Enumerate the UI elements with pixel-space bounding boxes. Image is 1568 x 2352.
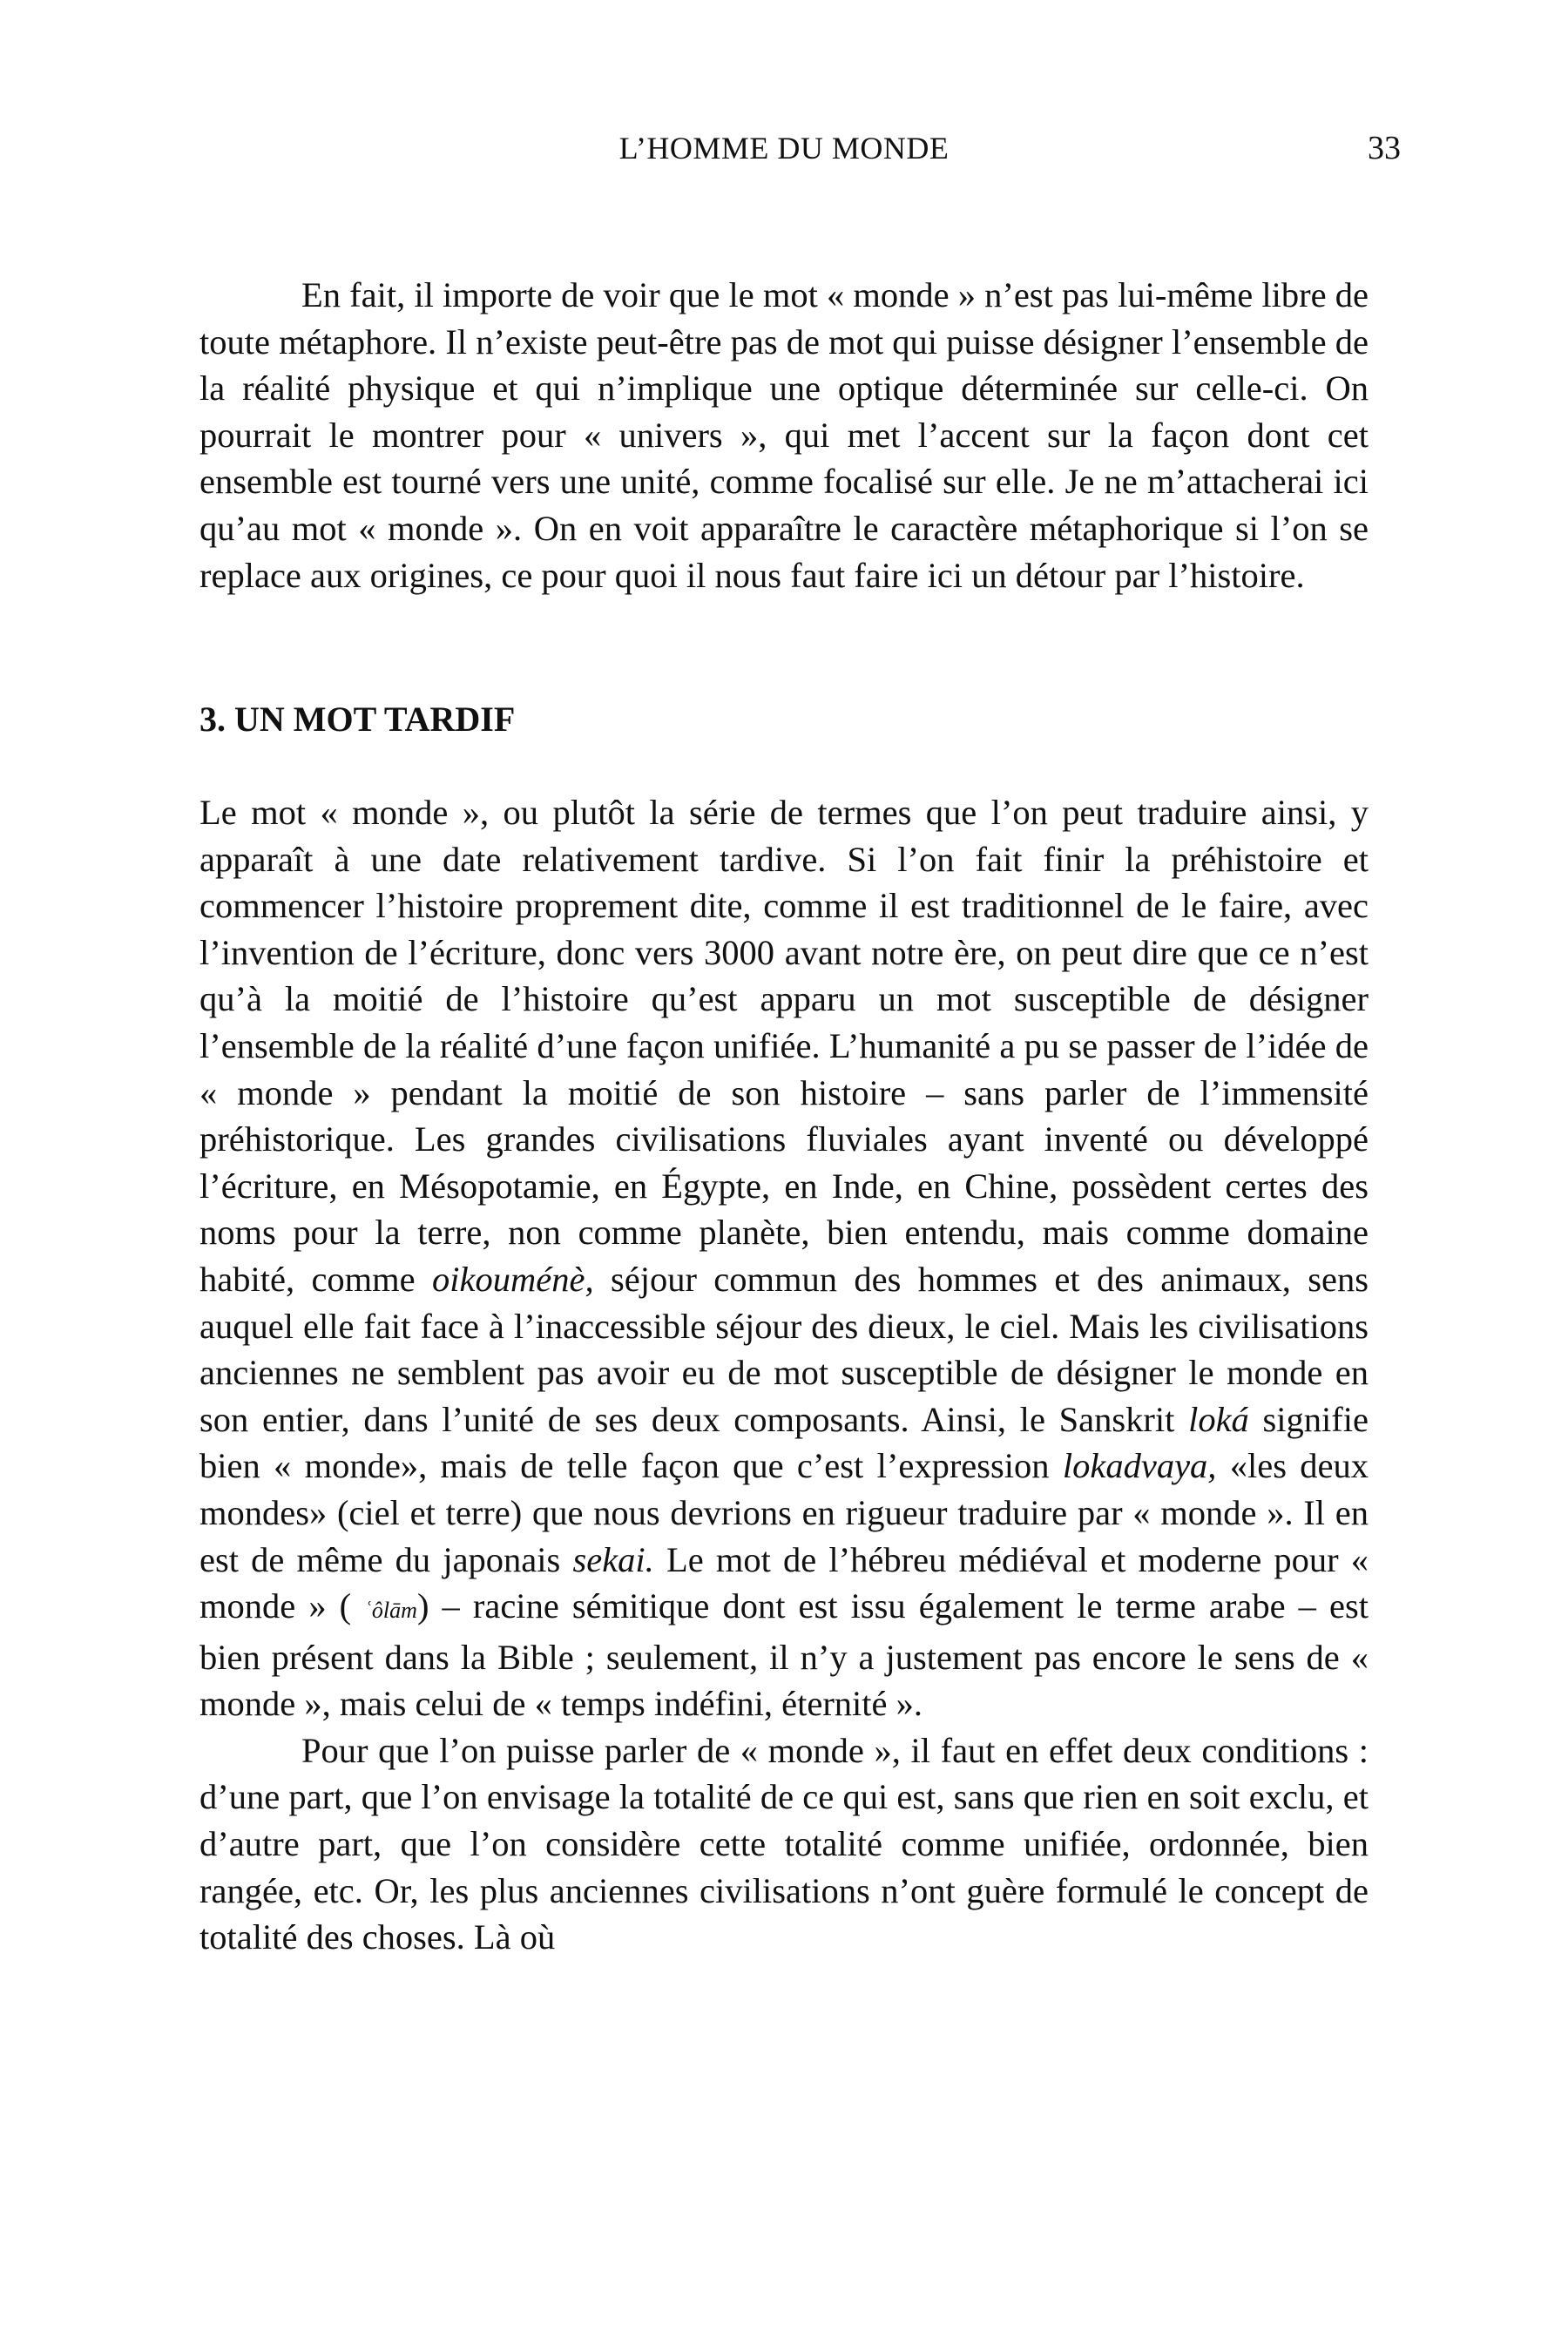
paragraph-3: Pour que l’on puisse parler de « monde », il faut en effet deux conditions : d’une part, que l’on envisage la totalité de ce qui est, sans que rien en soit exclu, et d’autre part, que l’on considère cette totalité comme unifiée, ordonnée, bien rangée, etc. Or, les plus anciennes civilisations n’ont guère formulé le concept de totalité des choses. Là où [199, 1730, 1369, 1957]
section-heading: 3. UN MOT TARDIF [199, 700, 516, 739]
paragraph-2-text-1: Le mot « monde », ou plutôt la série de termes que l’on peut traduire ainsi, y apparaît à une date relativement tardive. Si l’on fait finir la préhistoire et commencer l’histoire proprement dite, comme il est traditionnel de le faire, avec l’invention de l’écriture, donc vers 3000 avant notre ère, on peut dire que ce n’est qu’à la moitié de l’histoire qu’est apparu un mot susceptible de désigner l’ensemble de la réalité d’une façon unifiée. L’humanité a pu se passer de l’idée de « monde » pendant la moitié de son histoire – sans parler de l’immensité préhistorique. Les grandes civilisations fluviales ayant inventé ou développé l’écriture, en Mésopotamie, en Égypte, en Inde, en Chine, possèdent certes des noms pour la terre, non comme planète, bien entendu, mais comme domaine habité, comme [199, 793, 1369, 1299]
paragraph-1: En fait, il importe de voir que le mot « monde » n’est pas lui-même libre de toute métaphore. Il n’existe peut-être pas de mot qui puisse désigner l’ensemble de la réalité physique et qui n’implique une optique déterminée sur celle-ci. On pourrait le montrer pour « univers », qui met l’accent sur la façon dont cet ensemble est tourné vers une unité, comme focalisé sur elle. Je ne m’attacherai ici qu’au mot « monde ». On en voit apparaître le caractère métaphorique si l’on se replace aux origines, ce pour quoi il nous faut faire ici un détour par l’histoire. [199, 275, 1369, 595]
running-title: L’HOMME DU MONDE [618, 131, 950, 166]
term-olam-transliteration: ʿôlām [364, 1598, 417, 1624]
paragraph-2-text-2: séjour commun des hommes et des animaux, sens auquel elle fait face à l’inaccessible séjour des dieux, le ciel. Mais les civilisations anciennes ne semblent pas avoir eu de mot susceptible de désigner le monde en son entier, dans l’unité de ses deux composants. Ainsi, le Sanskrit [199, 1259, 1369, 1439]
paragraph-2-text-3: signifie bien « monde», mais de telle façon que c’est l’expression [199, 1399, 1369, 1486]
paragraph-2-text-5: Le mot de l’hébreu médiéval et moderne pour « monde » ( [199, 1539, 1369, 1626]
term-oikoumene: oikouménè, [432, 1259, 594, 1299]
term-loka: loká [1188, 1399, 1249, 1439]
running-head [0, 122, 1568, 174]
section-body [199, 789, 1369, 1961]
term-lokadvaya: lokadvaya, [1062, 1446, 1217, 1486]
page-number: 33 [1368, 130, 1401, 166]
term-sekai: sekai. [572, 1539, 654, 1579]
paragraph-2 [199, 789, 1369, 1727]
paragraph-2-text-4: «les deux mondes» (ciel et terre) que nous devrions en rigueur traduire par « monde ». Il en est de même du japonais [199, 1446, 1369, 1579]
paragraph-2-text-6: ) – racine sémitique dont est issu également le terme arabe – est bien présent dans la Bible ; seulement, il n’y a justement pas encore le sens de « monde », mais celui de « temps indéfini, éternité ». [199, 1586, 1369, 1724]
paragraph-intro [199, 272, 1369, 598]
